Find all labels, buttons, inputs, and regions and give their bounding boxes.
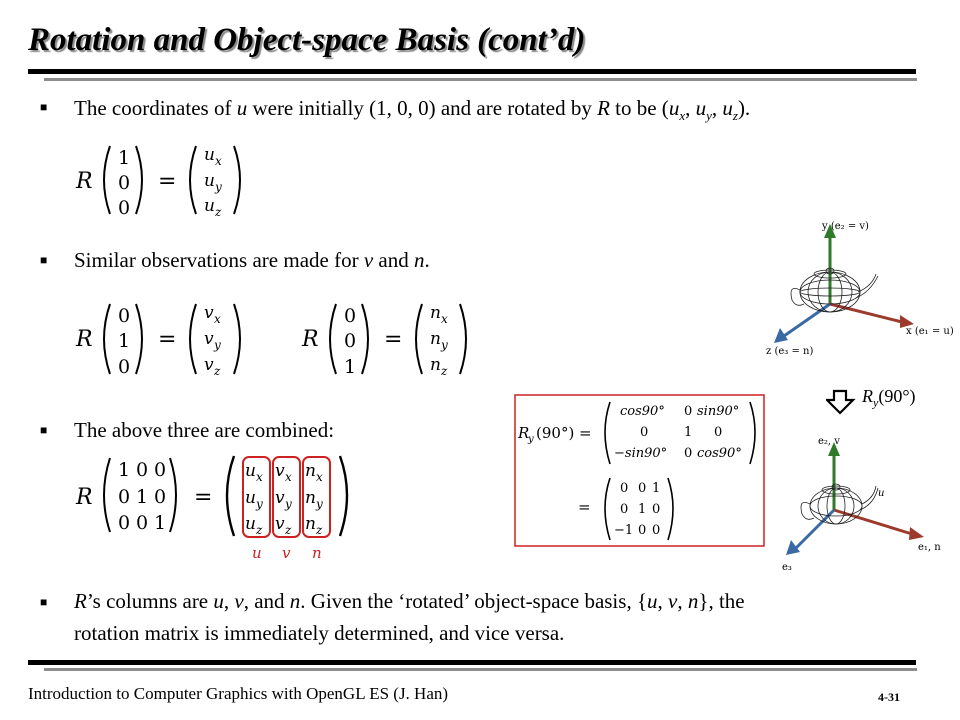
- svg-text:z: z: [441, 364, 448, 378]
- svg-text:0: 0: [638, 481, 647, 496]
- svg-text:1: 1: [638, 502, 647, 517]
- svg-text:1: 1: [118, 459, 131, 481]
- down-arrow-icon: [826, 388, 856, 416]
- svg-text:v: v: [204, 303, 214, 323]
- svg-text:=: =: [158, 169, 177, 194]
- svg-text:z: z: [214, 364, 221, 378]
- svg-text:v: v: [204, 329, 214, 349]
- bullet-1-text: The coordinates of u were initially (1, 0, 0) and are rotated by R to be ($u_x$, $u_y$, $u_z$).: [74, 96, 751, 124]
- svg-text:x: x: [256, 470, 263, 484]
- svg-text:1: 1: [118, 147, 131, 169]
- svg-text:y: y: [215, 180, 222, 194]
- bullet-marker: ■: [40, 595, 48, 609]
- svg-text:z (e₃ = n): z (e₃ = n): [766, 346, 814, 357]
- svg-text:x: x: [441, 312, 448, 326]
- svg-text:y: y: [285, 497, 292, 511]
- svg-text:0: 0: [652, 502, 661, 517]
- svg-text:n: n: [430, 329, 441, 349]
- svg-text:x: x: [214, 312, 221, 326]
- equation-u: [70, 138, 260, 222]
- svg-text:0: 0: [684, 404, 693, 419]
- equation-combined: [70, 452, 370, 564]
- equation-n: [296, 296, 486, 382]
- svg-text:0: 0: [118, 305, 131, 327]
- svg-text:n: n: [305, 488, 316, 508]
- svg-text:u: u: [245, 461, 256, 481]
- svg-text:n: n: [305, 514, 316, 534]
- svg-text:1: 1: [652, 481, 661, 496]
- svg-text:x (e₁ = u): x (e₁ = u): [906, 326, 954, 337]
- equation-v: [70, 296, 260, 382]
- svg-text:x: x: [285, 470, 292, 484]
- svg-text:e₁, n: e₁, n: [918, 542, 941, 553]
- teapot-axes-figure-top: [760, 212, 960, 362]
- svg-text:−sin90°: −sin90°: [614, 446, 668, 461]
- svg-text:1: 1: [136, 486, 149, 508]
- footer-course-title: Introduction to Computer Graphics with OpenGL ES (J. Han): [28, 684, 449, 703]
- teapot-axes-figure-bottom: [778, 428, 958, 578]
- svg-text:u: u: [245, 514, 256, 534]
- bullet-2-text: Similar observations are made for v and n.: [74, 248, 430, 272]
- footer-rule: [28, 660, 916, 665]
- svg-text:R: R: [76, 485, 93, 510]
- svg-text:u: u: [245, 488, 256, 508]
- footer-rule-shadow: [44, 668, 917, 671]
- n-column-label: n: [312, 544, 322, 562]
- svg-text:x: x: [215, 154, 222, 168]
- svg-text:1: 1: [154, 512, 167, 534]
- svg-text:z: z: [285, 523, 292, 537]
- svg-text:0: 0: [118, 512, 131, 534]
- svg-text:y: y: [214, 338, 221, 352]
- svg-text:0: 0: [118, 356, 131, 378]
- svg-text:=: =: [384, 327, 403, 352]
- svg-text:0: 0: [136, 512, 149, 534]
- svg-text:0: 0: [344, 330, 357, 352]
- ry90-matrix-box: [514, 394, 766, 548]
- u-column-label: u: [252, 544, 262, 562]
- svg-text:0: 0: [118, 197, 131, 219]
- bullet-4-line-2: rotation matrix is immediately determined, and vice versa.: [74, 621, 565, 645]
- svg-text:v: v: [275, 461, 285, 481]
- svg-text:n: n: [305, 461, 316, 481]
- svg-text:u: u: [204, 171, 215, 191]
- svg-text:n: n: [430, 355, 441, 375]
- svg-text:v: v: [275, 514, 285, 534]
- svg-text:y: y: [316, 497, 323, 511]
- svg-text:−1: −1: [614, 523, 634, 538]
- svg-text:u: u: [204, 196, 215, 216]
- svg-text:0: 0: [638, 523, 647, 538]
- svg-text:u: u: [204, 145, 215, 165]
- svg-text:e₃: e₃: [782, 562, 792, 573]
- svg-text:v: v: [275, 488, 285, 508]
- svg-text:=: =: [158, 327, 177, 352]
- svg-text:0: 0: [652, 523, 661, 538]
- svg-text:u: u: [878, 488, 885, 499]
- rotation-label: $R_y(90^\circ)$: [862, 386, 916, 410]
- svg-text:0: 0: [620, 502, 629, 517]
- bullet-marker: ■: [40, 253, 48, 267]
- svg-text:x: x: [316, 470, 323, 484]
- svg-text:v: v: [204, 355, 214, 375]
- svg-text:0: 0: [714, 425, 723, 440]
- matrix-symbol: R: [76, 169, 93, 194]
- svg-text:0: 0: [640, 425, 649, 440]
- page-number: 4-31: [878, 690, 900, 704]
- v-column-label: v: [282, 544, 291, 562]
- svg-text:cos90°: cos90°: [620, 404, 665, 419]
- svg-text:0: 0: [118, 172, 131, 194]
- svg-text:0: 0: [154, 459, 167, 481]
- svg-text:R: R: [518, 424, 530, 442]
- svg-text:z: z: [256, 523, 263, 537]
- title-rule: [28, 69, 916, 74]
- svg-text:1: 1: [344, 356, 357, 378]
- svg-text:y: y: [256, 497, 263, 511]
- svg-text:0: 0: [154, 486, 167, 508]
- svg-text:sin90°: sin90°: [697, 404, 740, 419]
- teapot-wireframe-icon: [801, 484, 878, 524]
- svg-text:y (e₂ = v): y (e₂ = v): [822, 221, 869, 232]
- svg-text:=: =: [578, 498, 591, 516]
- svg-text:1: 1: [684, 425, 693, 440]
- svg-text:0: 0: [136, 459, 149, 481]
- svg-text:0: 0: [684, 446, 693, 461]
- bullet-3-text: The above three are combined:: [74, 418, 335, 442]
- svg-text:n: n: [430, 303, 441, 323]
- slide-title: Rotation and Object-space Basis (cont’d): [28, 22, 586, 58]
- bullet-marker: ■: [40, 100, 48, 114]
- svg-text:y: y: [441, 338, 448, 352]
- bullet-4-line-1: R’s columns are u, v, and n. Given the ‘rotated’ object-space basis, {u, v, n}, the: [74, 589, 745, 613]
- svg-text:cos90°: cos90°: [697, 446, 742, 461]
- svg-text:R: R: [302, 327, 319, 352]
- bullet-marker: ■: [40, 423, 48, 437]
- svg-text:z: z: [316, 523, 323, 537]
- svg-text:R: R: [76, 327, 93, 352]
- svg-text:0: 0: [118, 486, 131, 508]
- title-rule-shadow: [44, 78, 917, 81]
- svg-text:=: =: [194, 485, 213, 510]
- svg-text:0: 0: [620, 481, 629, 496]
- svg-text:(90°) =: (90°) =: [536, 424, 592, 442]
- svg-text:e₂, v: e₂, v: [818, 436, 840, 447]
- svg-text:0: 0: [344, 305, 357, 327]
- svg-text:y: y: [528, 434, 534, 445]
- svg-text:1: 1: [118, 330, 131, 352]
- svg-text:z: z: [215, 205, 222, 219]
